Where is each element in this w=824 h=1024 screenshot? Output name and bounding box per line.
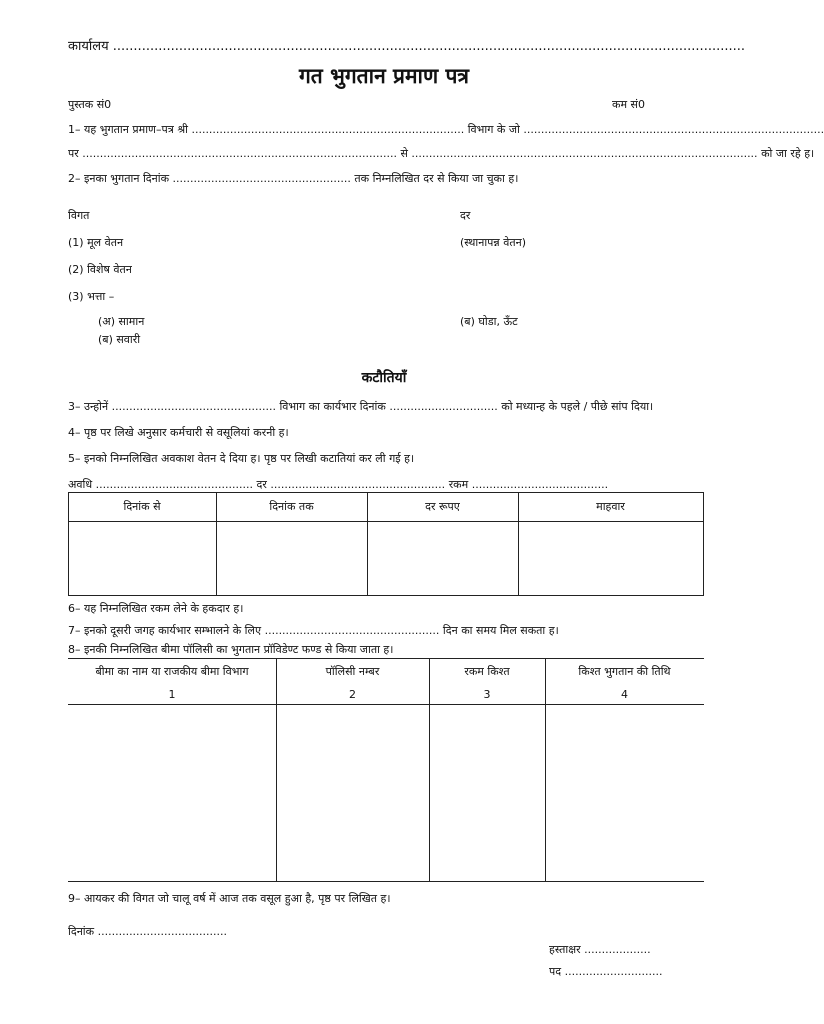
leave-table-top-rule [68, 492, 704, 493]
leave-table-border-right [703, 492, 704, 595]
period-line [68, 477, 608, 492]
line-4: 4– पृष्ठ पर लिखे अनुसार कर्मचारी से वसूलियां करनी ह। [68, 426, 289, 439]
page-title: गत भुगतान प्रमाण पत्र [298, 64, 470, 88]
line-1b-from-label: से [400, 147, 408, 160]
line-3 [68, 399, 653, 414]
line-1b-from-dots: ................................................................................................... [411, 147, 758, 160]
line-6: 6– यह निम्नलिखित रकम लेने के हकदार ह। [68, 602, 244, 615]
line-1-text: 1– यह भुगतान प्रमाण–पत्र श्री [68, 123, 188, 136]
insurance-col-payment-date: किश्त भुगतान की तिथि [578, 665, 671, 678]
period-dots: ............................................. [95, 478, 253, 491]
amount-dots: ....................................... [471, 478, 609, 491]
insurance-col-name: बीमा का नाम या राजकीय बीमा विभाग [95, 665, 249, 678]
designation-line [549, 964, 663, 979]
line-7 [68, 623, 559, 638]
line-7-end: दिन का समय मिल सकता ह। [442, 624, 559, 637]
line-1-name-dots: .............................................................................. [191, 123, 465, 136]
leave-table-bottom-rule [68, 595, 704, 596]
rate-dots: .................................................. [270, 478, 446, 491]
leave-table-header-rule [68, 521, 704, 522]
details-head-particulars: विगत [68, 209, 90, 222]
line-1b-post-label: पर [68, 147, 79, 160]
insurance-table-bottom-rule [68, 881, 704, 882]
line-3-date-dots: ............................... [389, 400, 498, 413]
conveyance-label: (ब) सवारी [98, 333, 141, 346]
period-label: अवधि [68, 478, 93, 491]
line-8: 8– इनकी निम्नलिखित बीमा पॉलिसी का भुगतान प्रॉविडेण्ट फण्ड से किया जाता ह। [68, 643, 394, 656]
insurance-table-top-rule [68, 658, 704, 659]
rate-label: दर [256, 478, 267, 491]
line-2 [68, 171, 518, 186]
insurance-col-instalment: रकम किश्त [464, 665, 510, 678]
insurance-col-number-2: 2 [349, 688, 356, 701]
leave-col-monthly: माहवार [596, 500, 625, 513]
line-1b-text: को जा रहे ह। [761, 147, 815, 160]
date-dots: ..................................... [97, 925, 227, 938]
signature-line [549, 942, 651, 957]
signature-dots: ................... [584, 943, 651, 956]
leave-col-date-to: दिनांक तक [269, 500, 314, 513]
serial-number-label: कम सं0 [612, 98, 645, 111]
line-7-text: 7– इनको दूसरी जगह कार्यभार सम्भालने के लिए [68, 624, 262, 637]
line-1-dept-label: विभाग के जो [467, 123, 520, 136]
deductions-heading: कटौतियाँ [361, 370, 407, 386]
line-1b [68, 146, 814, 161]
line-3-dept-dots: ............................................... [111, 400, 276, 413]
insurance-col-number-4: 4 [621, 688, 628, 701]
amount-label: रकम [448, 478, 469, 491]
line-5: 5– इनको निम्नलिखित अवकाश वेतन दे दिया ह। पृष्ठ पर लिखी कटातियां कर ली गई ह। [68, 452, 415, 465]
line-9: 9– आयकर की विगत जो चालू वर्ष में आज तक वसूल हुआ है, पृष्ठ पर लिखित ह। [68, 892, 391, 905]
leave-col-rate: दर रूपए [425, 500, 460, 513]
basic-pay-label: (1) मूल वेतन [68, 236, 124, 249]
line-1-dept-dots: ...................................................................................... [523, 123, 824, 136]
office-dots: ......................................................................................................................................................... [112, 39, 746, 54]
office-label: कार्यालय [68, 39, 109, 54]
date-label: दिनांक [68, 925, 95, 938]
insurance-col-number-1: 1 [168, 688, 176, 701]
line-2-rest: तक निम्नलिखित दर से किया जा चुका ह। [354, 172, 519, 185]
book-number-label: पुस्तक सं0 [68, 98, 112, 111]
insurance-col-policy-number: पॉलिसी नम्बर [325, 665, 380, 678]
details-head-rate: दर [460, 209, 471, 222]
signature-label: हस्ताक्षर [549, 943, 581, 956]
line-2-text: 2– इनका भुगतान दिनांक [68, 172, 170, 185]
insurance-table-header-rule [68, 704, 704, 705]
designation-label: पद [549, 965, 562, 978]
special-pay-label: (2) विशेष वेतन [68, 263, 132, 276]
leave-col-date-from: दिनांक से [123, 500, 161, 513]
line-3-text: 3– उन्होनें [68, 400, 109, 413]
allowance-label: (3) भत्ता – [68, 290, 115, 303]
line-2-date-dots: ................................................... [172, 172, 351, 185]
line-3-mid: विभाग का कार्यभार दिनांक [279, 400, 386, 413]
line-7-dots: .................................................. [264, 624, 440, 637]
line-1b-post-dots: .......................................................................................... [82, 147, 397, 160]
line-3-end: को मध्यान्ह के पहले / पीछे सांप दिया। [501, 400, 654, 413]
date-line [68, 924, 227, 939]
officiating-pay-label: (स्थानापन्न वेतन) [460, 236, 526, 249]
designation-dots: ............................ [564, 965, 663, 978]
line-1 [68, 122, 824, 137]
office-line [68, 36, 745, 54]
luggage-label: (अ) सामान [98, 315, 145, 328]
insurance-col-number-3: 3 [483, 688, 491, 701]
horse-label: (ब) घोडा, ऊँट [460, 315, 518, 328]
